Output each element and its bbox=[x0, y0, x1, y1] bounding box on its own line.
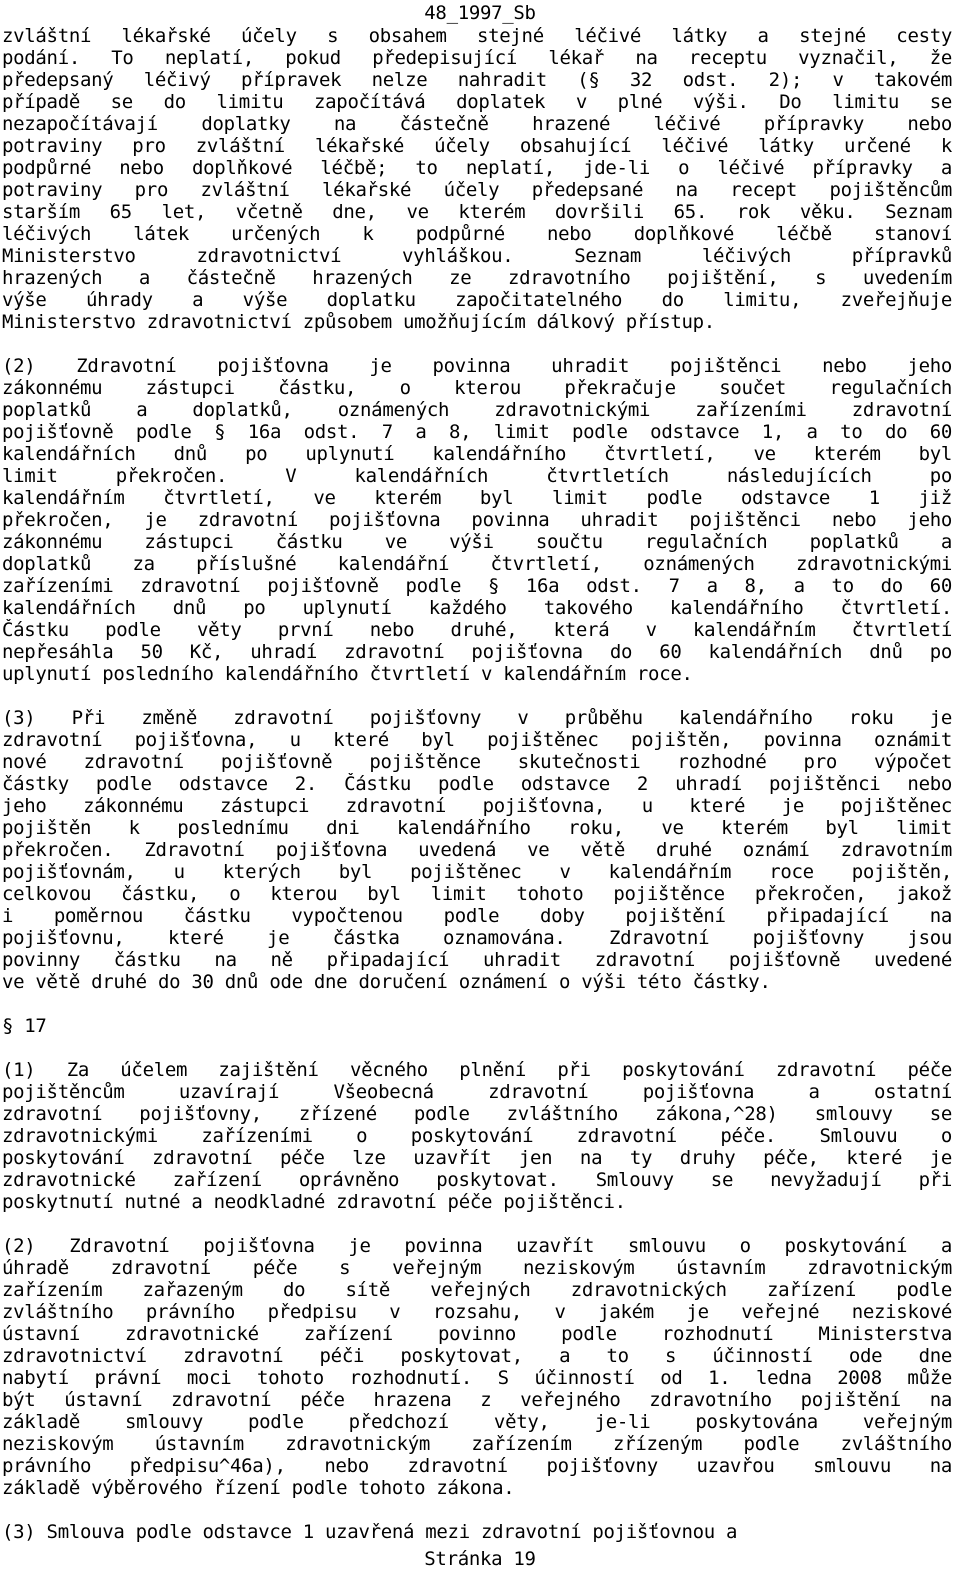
text-line: zařízeními zdravotní pojišťovně podle § 16a odst. 7 a 8, a to do 60 bbox=[2, 575, 952, 597]
text-line: zvláštního právního předpisu v rozsahu, v jakém je veřejné neziskové bbox=[2, 1301, 952, 1323]
text-line: (2) Zdravotní pojišťovna je povinna uhradit pojištěnci nebo jeho bbox=[2, 355, 952, 377]
paragraph-gap bbox=[2, 1213, 952, 1235]
text-line: pojišťovnám, u kterých byl pojištěnec v kalendářním roce pojištěn, bbox=[2, 861, 952, 883]
paragraph-gap bbox=[2, 993, 952, 1015]
text-line: hrazených a částečně hrazených ze zdravotního pojištění, s uvedením bbox=[2, 267, 952, 289]
text-line: zdravotnictví zdravotní péči poskytovat, a to s účinností ode dne bbox=[2, 1345, 952, 1367]
text-line: limit překročen. V kalendářních čtvrtletích následujících po bbox=[2, 465, 952, 487]
text-line: překročen, je zdravotní pojišťovna povinna uhradit pojištěnci nebo jeho bbox=[2, 509, 952, 531]
text-line: ústavní zdravotnické zařízení povinno podle rozhodnutí Ministerstva bbox=[2, 1323, 952, 1345]
text-line: § 17 bbox=[2, 1015, 47, 1037]
text-line: celkovou částku, o kterou byl limit tohoto pojištěnce překročen, jakož bbox=[2, 883, 952, 905]
text-line: předepsaný léčivý přípravek nelze nahradit (§ 32 odst. 2); v takovém bbox=[2, 69, 952, 91]
text-line: pojišťovně podle § 16a odst. 7 a 8, limit podle odstavce 1, a to do 60 bbox=[2, 421, 952, 443]
text-line: starším 65 let, včetně dne, ve kterém dovršili 65. rok věku. Seznam bbox=[2, 201, 952, 223]
text-line: zdravotnickými zařízeními o poskytování zdravotní péče. Smlouvu o bbox=[2, 1125, 952, 1147]
text-line: neziskovým ústavním zdravotnickým zařízením zřízeným podle zvláštního bbox=[2, 1433, 952, 1455]
text-line: doplatků za příslušné kalendářní čtvrtletí, oznámených zdravotnickými bbox=[2, 553, 952, 575]
text-line: poskytování zdravotní péče lze uzavřít jen na ty druhy péče, které je bbox=[2, 1147, 952, 1169]
text-line: i poměrnou částku vypočtenou podle doby pojištění připadající na bbox=[2, 905, 952, 927]
text-line: pojišťovnu, které je částka oznamována. Zdravotní pojišťovny jsou bbox=[2, 927, 952, 949]
text-line: nabytí právní moci tohoto rozhodnutí. S účinností od 1. ledna 2008 může bbox=[2, 1367, 952, 1389]
text-line: nezapočítávají doplatky na částečně hrazené léčivé přípravky nebo bbox=[2, 113, 952, 135]
text-line: pojištěncům uzavírají Všeobecná zdravotní pojišťovna a ostatní bbox=[2, 1081, 952, 1103]
text-line: potraviny pro zvláštní lékařské účely předepsané na recept pojištěncům bbox=[2, 179, 952, 201]
text-line: zařízením zařazeným do sítě veřejných zdravotnických zařízení podle bbox=[2, 1279, 952, 1301]
paragraph-gap bbox=[2, 1499, 952, 1521]
paragraph-gap bbox=[2, 685, 952, 707]
text-line: kalendářních dnů po uplynutí kalendářního čtvrtletí, ve kterém byl bbox=[2, 443, 952, 465]
text-line: (1) Za účelem zajištění věcného plnění při poskytování zdravotní péče bbox=[2, 1059, 952, 1081]
text-line: Částku podle věty první nebo druhé, která v kalendářním čtvrtletí bbox=[2, 619, 952, 641]
text-line: případě se do limitu započítává doplatek v plné výši. Do limitu se bbox=[2, 91, 952, 113]
text-line: zdravotní pojišťovna, u které byl pojištěnec pojištěn, povinna oznámit bbox=[2, 729, 952, 751]
text-line: zákonnému zástupci částku ve výši součtu regulačních poplatků a bbox=[2, 531, 952, 553]
text-line: jeho zákonnému zástupci zdravotní pojišťovna, u které je pojištěnec bbox=[2, 795, 952, 817]
page-footer-number: Stránka 19 bbox=[424, 1548, 536, 1570]
text-line: základě výběrového řízení podle tohoto zákona. bbox=[2, 1477, 515, 1499]
text-line: potraviny pro zvláštní lékařské účely obsahující léčivé látky určené k bbox=[2, 135, 952, 157]
text-line: povinny částku na ně připadající uhradit zdravotní pojišťovně uvedené bbox=[2, 949, 952, 971]
text-line: výše úhrady a výše doplatku započitatelného do limitu, zveřejňuje bbox=[2, 289, 952, 311]
text-line: (3) Při změně zdravotní pojišťovny v průběhu kalendářního roku je bbox=[2, 707, 952, 729]
text-line: pojištěn k poslednímu dni kalendářního roku, ve kterém byl limit bbox=[2, 817, 952, 839]
text-line: ve větě druhé do 30 dnů ode dne doručení oznámení o výši této částky. bbox=[2, 971, 771, 993]
text-line: částky podle odstavce 2. Částku podle odstavce 2 uhradí pojištěnci nebo bbox=[2, 773, 952, 795]
text-line: úhradě zdravotní péče s veřejným neziskovým ústavním zdravotnickým bbox=[2, 1257, 952, 1279]
text-line: právního předpisu^46a), nebo zdravotní pojišťovny uzavřou smlouvu na bbox=[2, 1455, 952, 1477]
text-line: poskytnutí nutné a neodkladné zdravotní péče pojištěnci. bbox=[2, 1191, 626, 1213]
text-line: poplatků a doplatků, oznámených zdravotnickými zařízeními zdravotní bbox=[2, 399, 952, 421]
text-line: zdravotní pojišťovny, zřízené podle zvláštního zákona,^28) smlouvy se bbox=[2, 1103, 952, 1125]
text-line: zdravotnické zařízení oprávněno poskytovat. Smlouvy se nevyžadují při bbox=[2, 1169, 952, 1191]
paragraph-gap bbox=[2, 1037, 952, 1059]
text-line: základě smlouvy podle předchozí věty, je-li poskytována veřejným bbox=[2, 1411, 952, 1433]
text-line: kalendářních dnů po uplynutí každého takového kalendářního čtvrtletí. bbox=[2, 597, 952, 619]
text-line: nepřesáhla 50 Kč, uhradí zdravotní pojišťovna do 60 kalendářních dnů po bbox=[2, 641, 952, 663]
page-header-title: 48_1997_Sb bbox=[424, 2, 536, 24]
text-line: podání. To neplatí, pokud předepisující lékař na receptu vyznačil, že bbox=[2, 47, 952, 69]
text-line: překročen. Zdravotní pojišťovna uvedená ve větě druhé oznámí zdravotním bbox=[2, 839, 952, 861]
text-line: (3) Smlouva podle odstavce 1 uzavřená mezi zdravotní pojišťovnou a bbox=[2, 1521, 738, 1543]
text-line: zvláštní lékařské účely s obsahem stejné léčivé látky a stejné cesty bbox=[2, 25, 952, 47]
text-line: být ústavní zdravotní péče hrazena z veřejného zdravotního pojištění na bbox=[2, 1389, 952, 1411]
text-line: (2) Zdravotní pojišťovna je povinna uzavřít smlouvu o poskytování a bbox=[2, 1235, 952, 1257]
paragraph-gap bbox=[2, 333, 952, 355]
text-line: podpůrné nebo doplňkové léčbě; to neplatí, jde-li o léčivé přípravky a bbox=[2, 157, 952, 179]
text-line: kalendářním čtvrtletí, ve kterém byl limit podle odstavce 1 již bbox=[2, 487, 952, 509]
text-line: Ministerstvo zdravotnictví způsobem umožňujícím dálkový přístup. bbox=[2, 311, 715, 333]
text-line: zákonnému zástupci částku, o kterou překračuje součet regulačních bbox=[2, 377, 952, 399]
text-line: léčivých látek určených k podpůrné nebo doplňkové léčbě stanoví bbox=[2, 223, 952, 245]
text-line: Ministerstvo zdravotnictví vyhláškou. Seznam léčivých přípravků bbox=[2, 245, 952, 267]
document-body bbox=[2, 25, 952, 1543]
text-line: nové zdravotní pojišťovně pojištěnce skutečnosti rozhodné pro výpočet bbox=[2, 751, 952, 773]
text-line: uplynutí posledního kalendářního čtvrtletí v kalendářním roce. bbox=[2, 663, 693, 685]
